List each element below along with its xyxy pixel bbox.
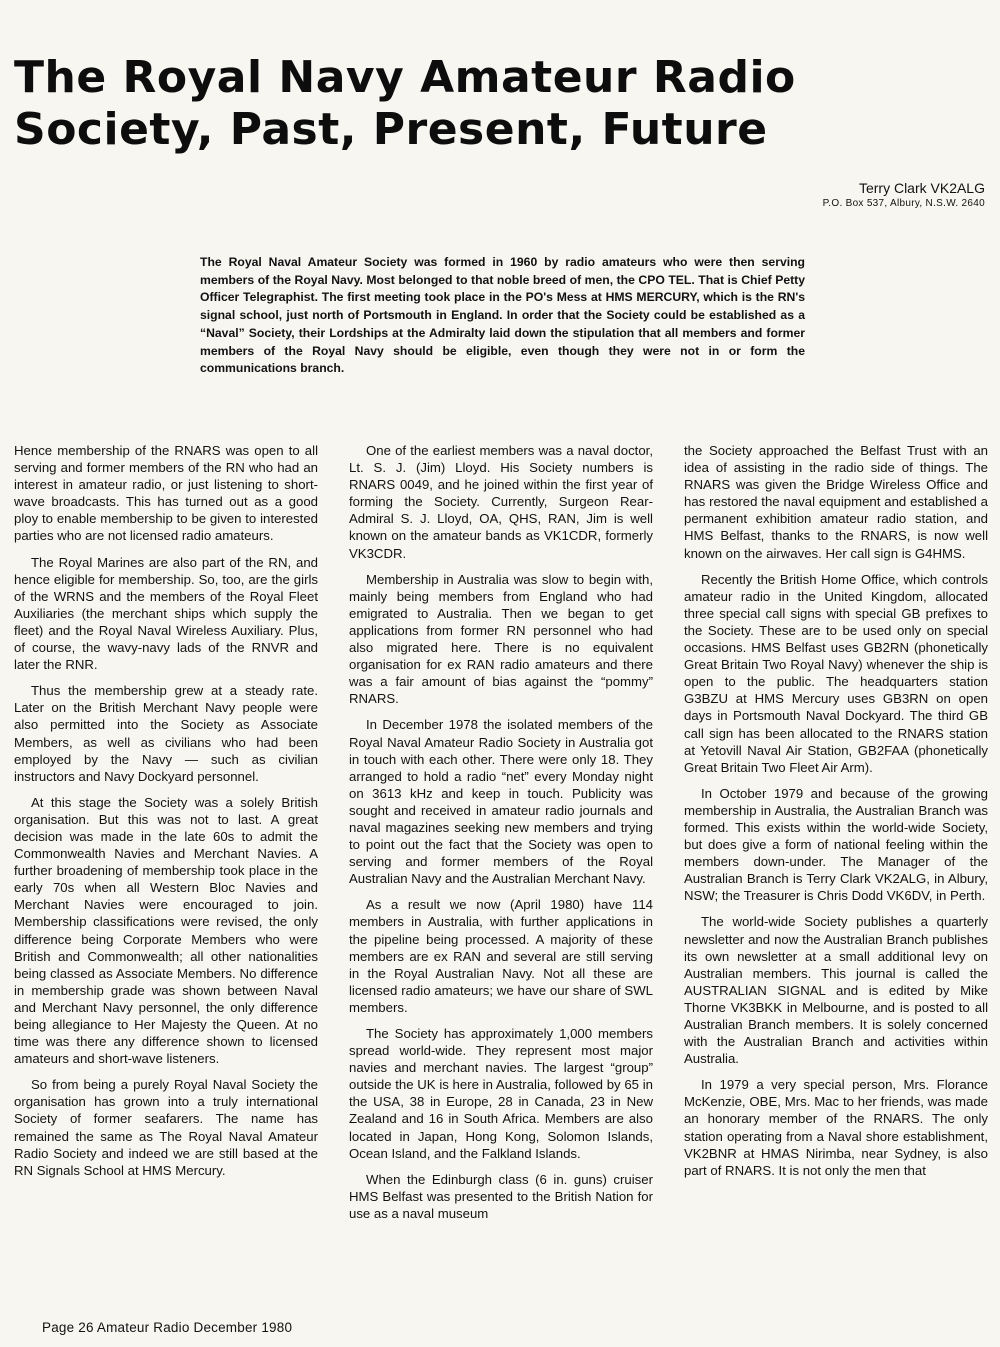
title-line-1: The Royal Navy Amateur Radio	[14, 52, 796, 103]
author-address: P.O. Box 537, Albury, N.S.W. 2640	[822, 198, 985, 209]
column-2	[349, 442, 653, 1231]
paragraph: In 1979 a very special person, Mrs. Florance McKenzie, OBE, Mrs. Mac to her friends, was made an honorary member of the RNARS. The only station operating from a Naval shore establishment, VK2BNR at HMAS Nirimba, near Sydney, is also part of RNARS. It is not only the men that	[684, 1077, 988, 1178]
paragraph: Thus the membership grew at a steady rate. Later on the British Merchant Navy people were also permitted into the Society as Associate Members, as well as civilians who had been employed by the Navy — such as civilian instructors and Navy Dockyard personnel.	[14, 683, 318, 784]
paragraph: the Society approached the Belfast Trust with an idea of assisting in the radio side of things. The RNARS was given the Bridge Wireless Office and has restored the naval equipment and established a permanent exhibition amateur radio station, and HMS Belfast, thanks to the RNARS, is now well known on the airwaves. Her call sign is G4HMS.	[684, 443, 988, 561]
paragraph: As a result we now (April 1980) have 114 members in Australia, with further applications in the pipeline being processed. A majority of these members are ex RAN and several are still serving in the Royal Australian Navy. Not all these are licensed radio amateurs; we have our share of SWL members.	[349, 897, 653, 1015]
paragraph: The Royal Marines are also part of the RN, and hence eligible for membership. So, too, are the girls of the WRNS and the members of the Royal Fleet Auxiliaries (the merchant ships which supply the fleet) and the Royal Naval Wireless Auxiliary. Plus, of course, the wavy-navy lads of the RNVR and later the RNR.	[14, 554, 318, 673]
column-1	[14, 442, 318, 1231]
article-title	[14, 52, 994, 156]
article-columns	[14, 442, 988, 1231]
author-name: Terry Clark VK2ALG	[858, 180, 985, 196]
paragraph: Hence membership of the RNARS was open to all serving and former members of the RN who had an interest in amateur radio, or just listening to short-wave broadcasts. This has turned out as a good ploy to enable membership to be given to interested parties who are not licensed radio amateurs.	[14, 443, 318, 544]
paragraph: So from being a purely Royal Naval Society the organisation has grown into a truly international Society of former seafarers. The name has remained the same as The Royal Naval Amateur Radio Society and indeed we are still based at the RN Signals School at HMS Mercury.	[14, 1077, 318, 1178]
paragraph: In October 1979 and because of the growing membership in Australia, the Australian Branch was formed. This exists within the world-wide Society, but does give a form of national feeling within the members down-under. The Manager of the Australian Branch is Terry Clark VK2ALG, in Albury, NSW; the Treasurer is Chris Dodd VK6DV, in Perth.	[684, 785, 988, 904]
paragraph: Membership in Australia was slow to begin with, mainly being members from England who had emigrated to Australia. Then we began to get applications from former RN personnel who had also migrated here. There is no equivalent organisation for ex RAN radio amateurs and there was a fair amount of bias against the “pommy” RNARS.	[349, 571, 653, 707]
paragraph: Recently the British Home Office, which controls amateur radio in the United Kingdom, allocated three special call signs with special GB prefixes to the Society. These are to be used only on special occasions. HMS Belfast uses GB2RN (phonetically Great Britain Two Royal Navy) whenever the ship is open to the public. The headquarters station G3BZU at HMS Mercury uses GB3RN on open days in Portsmouth Naval Dockyard. The third GB call sign has been allocated to the RNARS station at Yetovill Naval Air Station, GB2FAA (phonetically Great Britain Two Fleet Air Arm).	[684, 571, 988, 775]
intro-paragraph: The Royal Naval Amateur Society was formed in 1960 by radio amateurs who were then serving members of the Royal Navy. Most belonged to that noble breed of men, the CPO TEL. That is Chief Petty Officer Telegraphist. The first meeting took place in the PO's Mess at HMS MERCURY, which is the RN's signal school, just north of Portsmouth in England. In order that the Society could be established as a “Naval” Society, their Lordships at the Admiralty laid down the stipulation that all members and former members of the Royal Navy should be eligible, even though they were not in or form the communications branch.	[200, 255, 805, 376]
paragraph: The Society has approximately 1,000 members spread world-wide. They represent most major navies and merchant navies. The largest “group” outside the UK is here in Australia, followed by 65 in the USA, 38 in Europe, 28 in Canada, 23 in New Zealand and 16 in South Africa. Members are also located in Japan, Hong Kong, Solomon Islands, Ocean Island, and the Falkland Islands.	[349, 1026, 653, 1161]
paragraph: At this stage the Society was a solely British organisation. But this was not to last. A great decision was made in the late 60s to admit the Commonwealth Navies and Merchant Navies. A further broadening of membership took place in the early 70s when all Western Bloc Navies and Merchant Navies were encouraged to join. Membership classifications were revised, the only difference being Corporate Members who were British and Commonwealth; all other nationalities being classed as Associate Members. No difference in membership grade was shown between Naval and Merchant Navy personnel, the only difference being allegiance to Her Majesty the Queen. At no time was there any difference shown to licensed amateurs and short-wave listeners.	[14, 794, 318, 1067]
paragraph: In December 1978 the isolated members of the Royal Naval Amateur Radio Society in Australia got in touch with each other. There were only 18. They arranged to hold a radio “net” every Monday night on 3613 kHz and keep in touch. Publicity was sought and received in amateur radio journals and naval magazines seeking new members and trying to point out the fact that the Society was open to serving and former members of the Royal Australian Navy and the Australian Merchant Navy.	[349, 717, 653, 887]
page-footer: Page 26 Amateur Radio December 1980	[42, 1320, 293, 1335]
paragraph: When the Edinburgh class (6 in. guns) cruiser HMS Belfast was presented to the British Nation for use as a naval museum	[349, 1171, 653, 1221]
paragraph: The world-wide Society publishes a quarterly newsletter and now the Australian Branch publishes its own newsletter at a small additional levy on Australian members. This journal is called the AUSTRALIAN SIGNAL and is edited by Mike Thorne VK3BKK in Melbourne, and is posted to all Australian Branch members. It is solely concerned with the Australian Branch and activities within Australia.	[684, 914, 988, 1067]
byline	[823, 180, 985, 210]
title-line-2: Society, Past, Present, Future	[14, 104, 768, 155]
paragraph: One of the earliest members was a naval doctor, Lt. S. J. (Jim) Lloyd. His Society numbers is RNARS 0049, and he joined within the first year of forming the Society. Currently, Surgeon Rear-Admiral S. J. Lloyd, OA, QHS, RAN, Jim is well known on the amateur bands as VK1CDR, formerly VK3CDR.	[349, 443, 653, 561]
column-3	[684, 442, 988, 1231]
